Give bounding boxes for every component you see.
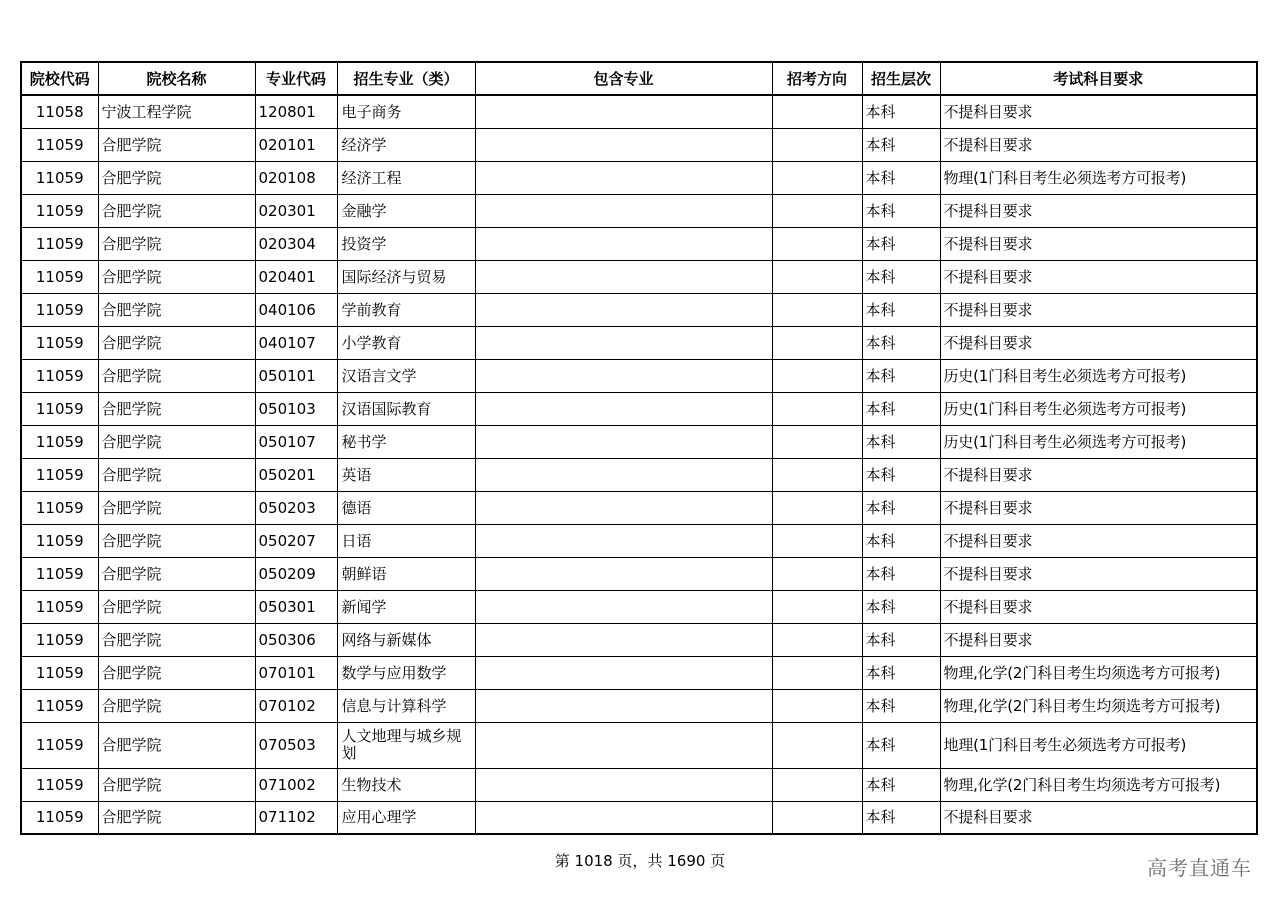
major-code-cell: 071102 [255, 801, 337, 834]
school-name-cell: 合肥学院 [98, 722, 255, 768]
level-cell: 本科 [862, 623, 940, 656]
school-name-cell: 合肥学院 [98, 293, 255, 326]
included-majors-cell [475, 95, 772, 128]
table-row [21, 326, 1257, 359]
major-name-cell: 数学与应用数学 [337, 656, 475, 689]
table-row [21, 227, 1257, 260]
subject-requirement-cell: 物理(1门科目考生必须选考方可报考) [940, 161, 1257, 194]
school-code-cell: 11059 [21, 326, 98, 359]
school-name-cell: 合肥学院 [98, 260, 255, 293]
level-cell: 本科 [862, 768, 940, 801]
school-name-cell: 合肥学院 [98, 425, 255, 458]
direction-cell [772, 557, 862, 590]
level-cell: 本科 [862, 161, 940, 194]
table-row [21, 95, 1257, 128]
school-code-cell: 11059 [21, 392, 98, 425]
header-major-name: 招生专业（类） [337, 62, 475, 95]
major-code-cell: 050103 [255, 392, 337, 425]
major-code-cell: 050101 [255, 359, 337, 392]
level-cell: 本科 [862, 194, 940, 227]
school-code-cell: 11059 [21, 491, 98, 524]
major-name-cell: 新闻学 [337, 590, 475, 623]
included-majors-cell [475, 623, 772, 656]
major-code-cell: 071002 [255, 768, 337, 801]
included-majors-cell [475, 392, 772, 425]
direction-cell [772, 590, 862, 623]
included-majors-cell [475, 689, 772, 722]
school-code-cell: 11059 [21, 293, 98, 326]
major-name-cell: 朝鲜语 [337, 557, 475, 590]
direction-cell [772, 194, 862, 227]
table-row [21, 524, 1257, 557]
header-direction: 招考方向 [772, 62, 862, 95]
admission-majors-table [20, 61, 1258, 835]
major-name-cell: 学前教育 [337, 293, 475, 326]
school-code-cell: 11059 [21, 524, 98, 557]
school-code-cell: 11059 [21, 557, 98, 590]
subject-requirement-cell: 不提科目要求 [940, 801, 1257, 834]
included-majors-cell [475, 359, 772, 392]
subject-requirement-cell: 不提科目要求 [940, 524, 1257, 557]
table-row [21, 491, 1257, 524]
level-cell: 本科 [862, 326, 940, 359]
level-cell: 本科 [862, 590, 940, 623]
table-row [21, 293, 1257, 326]
subject-requirement-cell: 不提科目要求 [940, 194, 1257, 227]
major-name-cell: 网络与新媒体 [337, 623, 475, 656]
school-name-cell: 合肥学院 [98, 801, 255, 834]
school-name-cell: 合肥学院 [98, 557, 255, 590]
level-cell: 本科 [862, 491, 940, 524]
major-name-cell: 秘书学 [337, 425, 475, 458]
included-majors-cell [475, 557, 772, 590]
level-cell: 本科 [862, 656, 940, 689]
major-code-cell: 050306 [255, 623, 337, 656]
school-name-cell: 合肥学院 [98, 590, 255, 623]
school-name-cell: 合肥学院 [98, 161, 255, 194]
major-code-cell: 050107 [255, 425, 337, 458]
major-code-cell: 070503 [255, 722, 337, 768]
included-majors-cell [475, 128, 772, 161]
school-name-cell: 合肥学院 [98, 656, 255, 689]
included-majors-cell [475, 656, 772, 689]
direction-cell [772, 425, 862, 458]
subject-requirement-cell: 物理,化学(2门科目考生均须选考方可报考) [940, 656, 1257, 689]
direction-cell [772, 392, 862, 425]
included-majors-cell [475, 458, 772, 491]
table-row [21, 689, 1257, 722]
major-code-cell: 020101 [255, 128, 337, 161]
included-majors-cell [475, 161, 772, 194]
major-code-cell: 040107 [255, 326, 337, 359]
school-name-cell: 合肥学院 [98, 458, 255, 491]
major-name-cell: 信息与计算科学 [337, 689, 475, 722]
included-majors-cell [475, 194, 772, 227]
header-level: 招生层次 [862, 62, 940, 95]
included-majors-cell [475, 524, 772, 557]
major-name-cell: 小学教育 [337, 326, 475, 359]
major-code-cell: 020108 [255, 161, 337, 194]
major-code-cell: 050301 [255, 590, 337, 623]
subject-requirement-cell: 不提科目要求 [940, 227, 1257, 260]
school-code-cell: 11059 [21, 359, 98, 392]
subject-requirement-cell: 不提科目要求 [940, 293, 1257, 326]
subject-requirement-cell: 不提科目要求 [940, 326, 1257, 359]
table-row [21, 161, 1257, 194]
level-cell: 本科 [862, 227, 940, 260]
major-name-cell: 英语 [337, 458, 475, 491]
subject-requirement-cell: 不提科目要求 [940, 590, 1257, 623]
school-name-cell: 合肥学院 [98, 194, 255, 227]
major-name-cell: 经济学 [337, 128, 475, 161]
direction-cell [772, 161, 862, 194]
header-school-name: 院校名称 [98, 62, 255, 95]
table-row [21, 359, 1257, 392]
direction-cell [772, 95, 862, 128]
school-name-cell: 宁波工程学院 [98, 95, 255, 128]
direction-cell [772, 722, 862, 768]
subject-requirement-cell: 历史(1门科目考生必须选考方可报考) [940, 392, 1257, 425]
level-cell: 本科 [862, 801, 940, 834]
direction-cell [772, 293, 862, 326]
table-row [21, 768, 1257, 801]
school-code-cell: 11059 [21, 768, 98, 801]
level-cell: 本科 [862, 293, 940, 326]
major-code-cell: 120801 [255, 95, 337, 128]
level-cell: 本科 [862, 689, 940, 722]
major-code-cell: 020304 [255, 227, 337, 260]
level-cell: 本科 [862, 557, 940, 590]
direction-cell [772, 458, 862, 491]
table-row [21, 194, 1257, 227]
major-code-cell: 040106 [255, 293, 337, 326]
major-name-cell: 德语 [337, 491, 475, 524]
page-number: 第 1018 页，共 1690 页 [554, 852, 726, 870]
table-row [21, 557, 1257, 590]
table-row [21, 392, 1257, 425]
subject-requirement-cell: 历史(1门科目考生必须选考方可报考) [940, 425, 1257, 458]
level-cell: 本科 [862, 392, 940, 425]
level-cell: 本科 [862, 524, 940, 557]
school-name-cell: 合肥学院 [98, 227, 255, 260]
direction-cell [772, 768, 862, 801]
included-majors-cell [475, 590, 772, 623]
table-row [21, 128, 1257, 161]
level-cell: 本科 [862, 128, 940, 161]
major-code-cell: 050207 [255, 524, 337, 557]
subject-requirement-cell: 不提科目要求 [940, 491, 1257, 524]
school-code-cell: 11059 [21, 656, 98, 689]
school-code-cell: 11059 [21, 801, 98, 834]
subject-requirement-cell: 历史(1门科目考生必须选考方可报考) [940, 359, 1257, 392]
major-name-cell: 国际经济与贸易 [337, 260, 475, 293]
school-code-cell: 11059 [21, 260, 98, 293]
major-code-cell: 070101 [255, 656, 337, 689]
major-code-cell: 020401 [255, 260, 337, 293]
watermark-logo-text: 高考直通车 [1147, 856, 1252, 880]
level-cell: 本科 [862, 425, 940, 458]
subject-requirement-cell: 不提科目要求 [940, 260, 1257, 293]
direction-cell [772, 801, 862, 834]
included-majors-cell [475, 425, 772, 458]
header-included-majors: 包含专业 [475, 62, 772, 95]
level-cell: 本科 [862, 95, 940, 128]
header-major-code: 专业代码 [255, 62, 337, 95]
school-code-cell: 11059 [21, 161, 98, 194]
level-cell: 本科 [862, 722, 940, 768]
header-subject-requirement: 考试科目要求 [940, 62, 1257, 95]
school-code-cell: 11059 [21, 128, 98, 161]
subject-requirement-cell: 不提科目要求 [940, 458, 1257, 491]
school-code-cell: 11059 [21, 623, 98, 656]
subject-requirement-cell: 不提科目要求 [940, 95, 1257, 128]
level-cell: 本科 [862, 260, 940, 293]
direction-cell [772, 260, 862, 293]
direction-cell [772, 524, 862, 557]
subject-requirement-cell: 地理(1门科目考生必须选考方可报考) [940, 722, 1257, 768]
major-name-cell: 人文地理与城乡规划 [337, 722, 475, 768]
included-majors-cell [475, 227, 772, 260]
school-code-cell: 11059 [21, 458, 98, 491]
direction-cell [772, 359, 862, 392]
major-name-cell: 应用心理学 [337, 801, 475, 834]
major-name-cell: 生物技术 [337, 768, 475, 801]
school-name-cell: 合肥学院 [98, 359, 255, 392]
direction-cell [772, 227, 862, 260]
table-row [21, 260, 1257, 293]
major-code-cell: 020301 [255, 194, 337, 227]
subject-requirement-cell: 不提科目要求 [940, 128, 1257, 161]
major-code-cell: 070102 [255, 689, 337, 722]
school-code-cell: 11059 [21, 194, 98, 227]
subject-requirement-cell: 物理,化学(2门科目考生均须选考方可报考) [940, 768, 1257, 801]
school-name-cell: 合肥学院 [98, 689, 255, 722]
direction-cell [772, 491, 862, 524]
major-code-cell: 050201 [255, 458, 337, 491]
included-majors-cell [475, 768, 772, 801]
included-majors-cell [475, 491, 772, 524]
school-code-cell: 11059 [21, 590, 98, 623]
header-school-code: 院校代码 [21, 62, 98, 95]
table-row [21, 458, 1257, 491]
major-name-cell: 经济工程 [337, 161, 475, 194]
school-name-cell: 合肥学院 [98, 491, 255, 524]
major-name-cell: 金融学 [337, 194, 475, 227]
table-row [21, 590, 1257, 623]
direction-cell [772, 656, 862, 689]
major-code-cell: 050203 [255, 491, 337, 524]
level-cell: 本科 [862, 359, 940, 392]
school-name-cell: 合肥学院 [98, 623, 255, 656]
included-majors-cell [475, 326, 772, 359]
subject-requirement-cell: 不提科目要求 [940, 623, 1257, 656]
school-code-cell: 11058 [21, 95, 98, 128]
major-name-cell: 汉语言文学 [337, 359, 475, 392]
major-name-cell: 日语 [337, 524, 475, 557]
school-code-cell: 11059 [21, 425, 98, 458]
included-majors-cell [475, 260, 772, 293]
school-name-cell: 合肥学院 [98, 524, 255, 557]
direction-cell [772, 623, 862, 656]
subject-requirement-cell: 不提科目要求 [940, 557, 1257, 590]
direction-cell [772, 689, 862, 722]
school-name-cell: 合肥学院 [98, 392, 255, 425]
school-code-cell: 11059 [21, 227, 98, 260]
table-header-row [21, 62, 1257, 95]
included-majors-cell [475, 293, 772, 326]
school-name-cell: 合肥学院 [98, 326, 255, 359]
table-row [21, 623, 1257, 656]
school-name-cell: 合肥学院 [98, 128, 255, 161]
table-row [21, 801, 1257, 834]
major-name-cell: 投资学 [337, 227, 475, 260]
level-cell: 本科 [862, 458, 940, 491]
direction-cell [772, 128, 862, 161]
school-code-cell: 11059 [21, 689, 98, 722]
major-name-cell: 汉语国际教育 [337, 392, 475, 425]
table-row [21, 656, 1257, 689]
table-row [21, 722, 1257, 768]
included-majors-cell [475, 801, 772, 834]
included-majors-cell [475, 722, 772, 768]
direction-cell [772, 326, 862, 359]
table-row [21, 425, 1257, 458]
school-name-cell: 合肥学院 [98, 768, 255, 801]
subject-requirement-cell: 物理,化学(2门科目考生均须选考方可报考) [940, 689, 1257, 722]
major-code-cell: 050209 [255, 557, 337, 590]
major-name-cell: 电子商务 [337, 95, 475, 128]
school-code-cell: 11059 [21, 722, 98, 768]
